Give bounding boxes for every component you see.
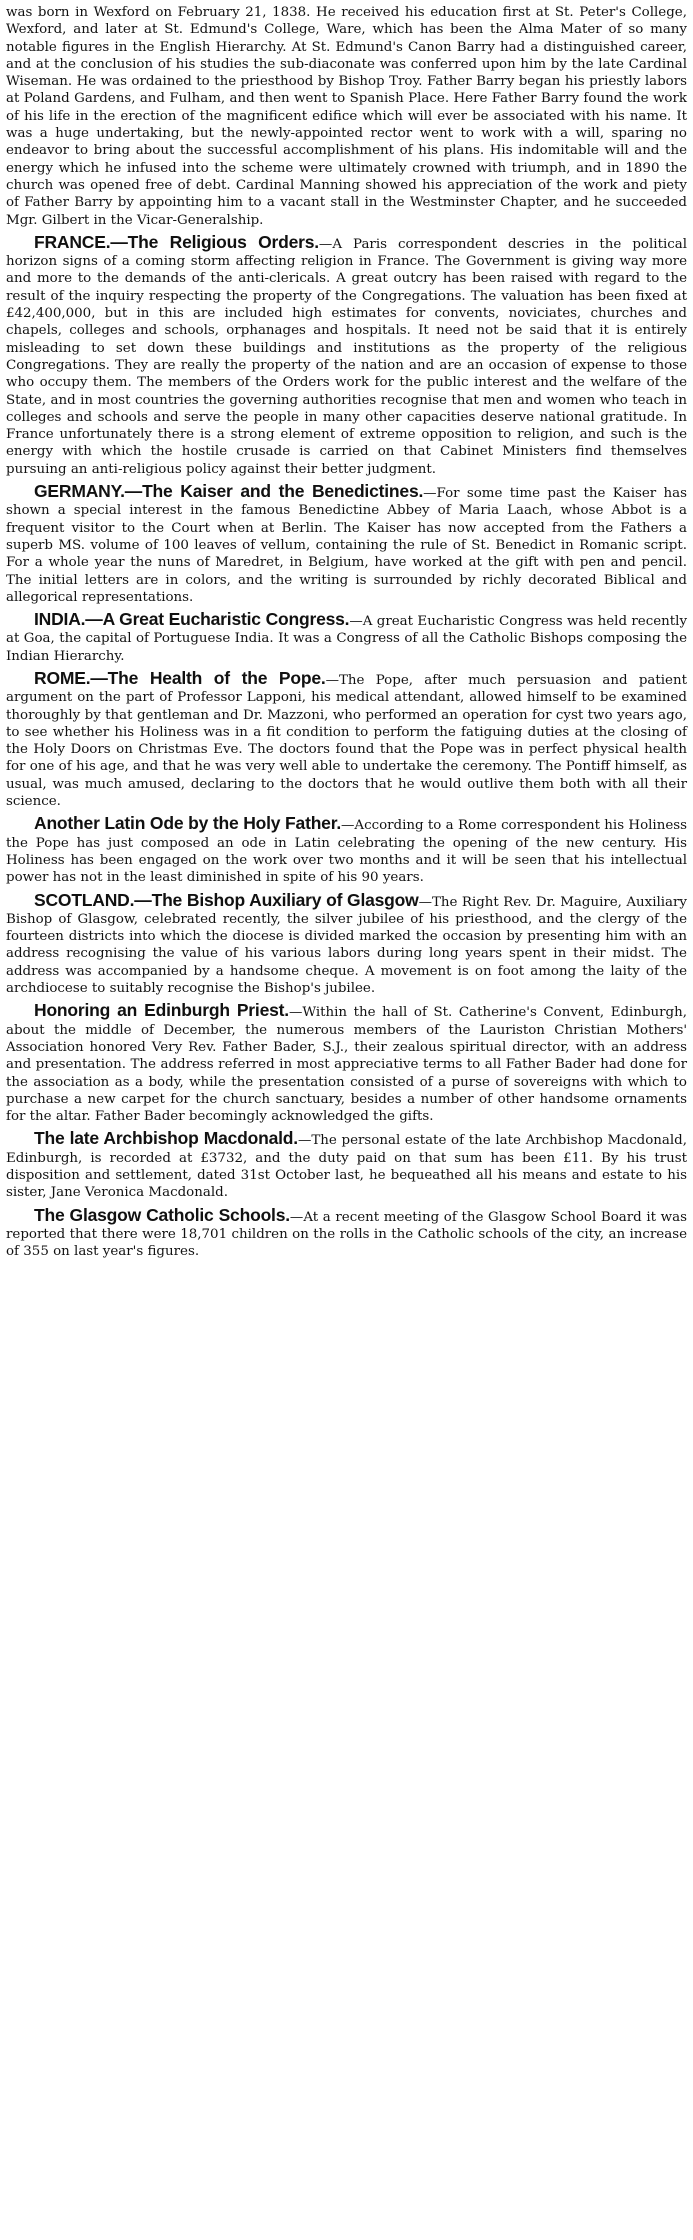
article-heading: Another Latin Ode by the Holy Father. [34, 813, 342, 834]
article-heading: SCOTLAND.—The Bishop Auxiliary of Glasgow [34, 889, 419, 910]
article-body: —The Pope, after much persuasion and patient argument on the part of Professor Lapponi, his medical attendant, allowed himself to be examined thoroughly by that gentleman and Dr. Mazzoni, who performed an operation for cyst two years ago, to see whether his Holiness was in a fit condition to perform the fatiguing duties at the closing of the Holy Doors on Christmas Eve. The doctors found that the Pope was in perfect physical health for one of his age, and that he was very well able to undertake the ceremony. The Pontiff himself, as usual, was much amused, declaring to the doctors that he would outlive them both with all their science. [6, 672, 687, 810]
article-scotland [6, 889, 687, 998]
article-body: —At a recent meeting of the Glasgow School Board it was reported that there were 18,701 children on the rolls in the Catholic schools of the city, an increase of 355 on last year's figures. [6, 1209, 687, 1260]
article-heading: The late Archbishop Macdonald. [34, 1128, 298, 1149]
article-latin-ode [6, 815, 687, 886]
article-body: —The Right Rev. Dr. Maguire, Auxiliary Bishop of Glasgow, celebrated recently, the silver jubilee of his priesthood, and the clergy of the fourteen districts into which the diocese is divided marked the occasion by presenting him with an address recognising the value of his various labors during long years spent in their midst. The address was accompanied by a handsome cheque. A movement is on foot among the laity of the archdiocese to suitably recognise the Bishop's jubilee. [6, 894, 687, 997]
article-france [6, 231, 687, 478]
article-body: —The personal estate of the late Archbishop Macdonald, Edinburgh, is recorded at £3732, and the duty paid on that sum has been £11. By his trust disposition and settlement, dated 31st October last, he bequeathed all his means and estate to his sister, Jane Veronica Macdonald. [6, 1133, 687, 1201]
article-glasgow-schools [6, 1204, 687, 1261]
article-edinburgh-priest [6, 1002, 687, 1125]
article-archbishop-macdonald [6, 1130, 687, 1201]
article-heading: FRANCE.—The Religious Orders. [34, 231, 319, 252]
article-continued [6, 4, 687, 229]
article-heading: GERMANY.—The Kaiser and the Benedictines. [34, 481, 424, 502]
article-heading: The Glasgow Catholic Schools. [34, 1204, 290, 1225]
article-heading: Honoring an Edinburgh Priest. [34, 1000, 289, 1021]
article-body: —According to a Rome correspondent his Holiness the Pope has just composed an ode in Latin celebrating the opening of the new century. His Holiness has been engaged on the work over two months and it will be seen that his intellectual power has not in the least diminished in spite of his 90 years. [6, 818, 687, 886]
article-body: —Within the hall of St. Catherine's Convent, Edinburgh, about the middle of December, the numerous members of the Lauriston Christian Mothers' Association honored Very Rev. Father Bader, S.J., their zealous spiritual director, with an address and presentation. The address referred in most appreciative terms to all Father Bader had done for the association as a body, while the presentation consisted of a purse of sovereigns with which to purchase a new carpet for the church sanctuary, besides a number of other handsome ornaments for the altar. Father Bader becomingly acknowledged the gifts. [6, 1005, 687, 1125]
article-germany [6, 483, 687, 606]
article-rome [6, 667, 687, 810]
article-india [6, 611, 687, 665]
article-heading: INDIA.—A Great Eucharistic Congress. [34, 609, 350, 630]
article-body: was born in Wexford on February 21, 1838. He received his education first at St. Peter's College, Wexford, and later at St. Edmund's College, Ware, which has been the Alma Mater of so many notable figures in the English Hierarchy. At St. Edmund's Canon Barry had a distinguished career, and at the conclusion of his studies the sub-diaconate was conferred upon him by the late Cardinal Wiseman. He was ordained to the priesthood by Bishop Troy. Father Barry began his priestly labors at Poland Gardens, and Fulham, and then went to Spanish Place. Here Father Barry found the work of his life in the erection of the magnificent edifice which will ever be associated with his name. It was a huge undertaking, but the newly-appointed rector went to work with a will, sparing no endeavor to bring about the successful accomplishment of his plans. His indomitable will and the energy which he infused into the scheme were ultimately crowned with triumph, and in 1890 the church was opened free of debt. Cardinal Manning showed his appreciation of the work and piety of Father Barry by appointing him to a vacant stall in the Westminster Chapter, and he succeeded Mgr. Gilbert in the Vicar-Generalship. [6, 5, 687, 228]
article-body: —For some time past the Kaiser has shown a special interest in the famous Benedictine Abbey of Maria Laach, whose Abbot is a frequent visitor to the Court when at Berlin. The Kaiser has now accepted from the Fathers a superb MS. volume of 100 leaves of vellum, containing the rule of St. Benedict in Romanic script. For a whole year the nuns of Maredret, in Belgium, have worked at the gift with pen and pencil. The initial letters are in colors, and the writing is surrounded by richly decorated Biblical and allegorical representations. [6, 486, 687, 605]
article-body: —A Paris correspondent descries in the political horizon signs of a coming storm affecting religion in France. The Government is giving way more and more to the demands of the anti-clericals. A great outcry has been raised with regard to the result of the inquiry respecting the property of the Congregations. The valuation has been fixed at £42,400,000, but in this are included high estimates for convents, noviciates, churches and chapels, colleges and schools, orphanages and hospitals. It need not be said that it is entirely misleading to set down these buildings and institutions as the property of the religious Congregations. They are really the property of the nation and are an occasion of expense to those who occupy them. The members of the Orders work for the public interest and the welfare of the State, and in most countries the governing authorities recognise that men and women who teach in colleges and schools and serve the people in many other capacities deserve national gratitude. In France unfortunately there is a strong element of extreme opposition to religion, and such is the energy with which the hostile crusade is carried on that Cabinet Ministers find themselves pursuing an anti-religious policy against their better judgment. [6, 236, 687, 477]
article-heading: ROME.—The Health of the Pope. [34, 667, 326, 688]
article-body: —A great Eucharistic Congress was held recently at Goa, the capital of Portuguese India. It was a Congress of all the Catholic Bishops composing the Indian Hierarchy. [6, 614, 688, 664]
